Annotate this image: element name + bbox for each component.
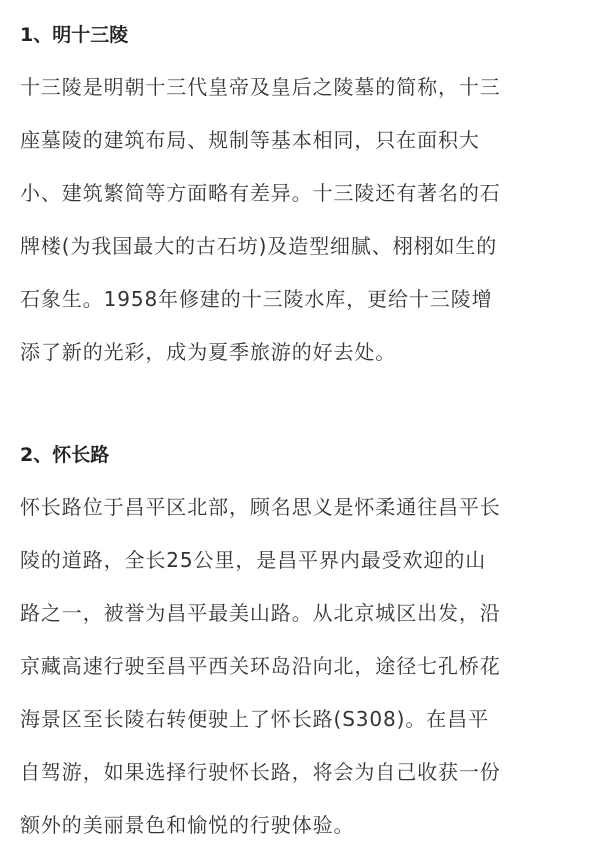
paragraph-line: 牌楼(为我国最大的古石坊)及造型细腻、栩栩如生的 [20,234,498,258]
paragraph-line: 怀长路位于昌平区北部，顾名思义是怀柔通往昌平长 [20,495,501,519]
article-body [20,20,584,852]
paragraph-line: 海景区至长陵右转便驶上了怀长路(S308)。在昌平 [20,707,489,731]
section-huaichang-road [20,440,584,852]
section-paragraph [20,61,584,379]
paragraph-line: 额外的美丽景色和愉悦的行驶体验。 [20,813,355,837]
paragraph-line: 自驾游，如果选择行驶怀长路，将会为自己收获一份 [20,760,501,784]
section-heading: 2、怀长路 [20,444,110,466]
section-heading: 1、明十三陵 [20,24,129,46]
paragraph-line: 石象生。1958年修建的十三陵水库，更给十三陵增 [20,287,493,311]
paragraph-line: 京藏高速行驶至昌平西关环岛沿向北，途径七孔桥花 [20,654,501,678]
paragraph-line: 路之一，被誉为昌平最美山路。从北京城区出发，沿 [20,601,501,625]
paragraph-line: 十三陵是明朝十三代皇帝及皇后之陵墓的简称，十三 [20,75,501,99]
paragraph-line: 座墓陵的建筑布局、规制等基本相同，只在面积大 [20,128,480,152]
section-paragraph [20,481,584,852]
section-ming-tombs [20,20,584,379]
paragraph-line: 小、建筑繁简等方面略有差异。十三陵还有著名的石 [20,181,501,205]
paragraph-line: 添了新的光彩，成为夏季旅游的好去处。 [20,340,397,364]
paragraph-line: 陵的道路，全长25公里，是昌平界内最受欢迎的山 [20,548,487,572]
